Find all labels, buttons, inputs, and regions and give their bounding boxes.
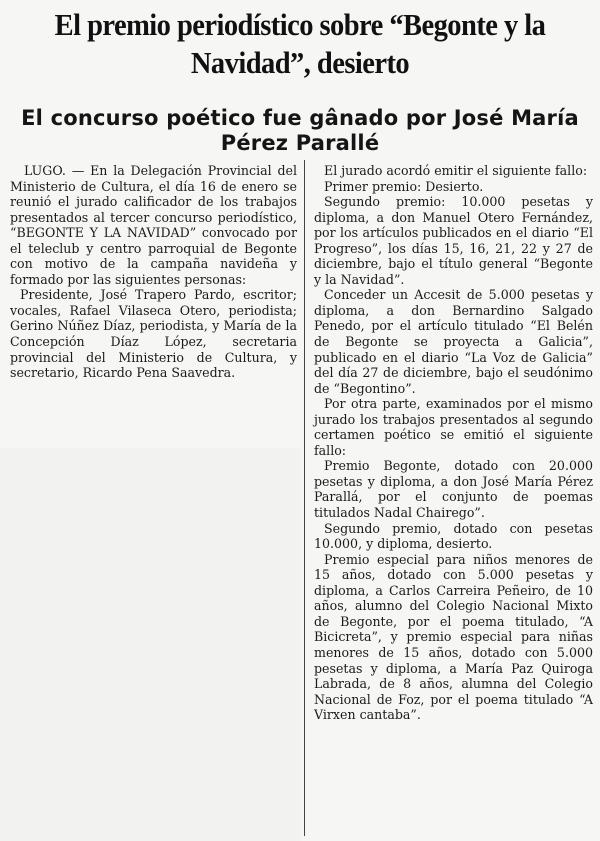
right-paragraph: Conceder un Accesit de 5.000 pesetas y diploma, a don Bernardino Salgado Penedo, por el artículo titulado “El Belén de Begonte se proyecta a Galicia”, publicado en el diario “La Voz de Galicia” del día 27 de diciembre, bajo el seudónimo de “Begontino”.: [314, 287, 593, 396]
article-subheadline: El concurso poético fue gânado por José María Pérez Parallé: [21, 106, 579, 155]
right-column: [314, 163, 593, 723]
article-headline: El premio periodístico sobre “Begonte y la Navidad”, desierto: [54, 7, 546, 80]
right-paragraph: Premio especial para niños menores de 15 años, dotado con 5.000 pesetas y diploma, a Carlos Carreira Peñeiro, de 10 años, alumno del Colegio Nacional Mixto de Begonte, por el poema titulado, “A Bicicreta”, y premio especial para niñas menores de 15 años, dotado con 5.000 pesetas y diploma, a María Paz Quiroga Labrada, de 8 años, alumna del Colegio Nacional de Foz, por el poema titulado “A Virxen cantaba”.: [314, 551, 593, 723]
left-column: [10, 163, 297, 381]
right-paragraph: Primer premio: Desierto.: [324, 178, 484, 194]
right-paragraph: Premio Begonte, dotado con 20.000 pesetas y diploma, a don José María Pérez Parallá, por el conjunto de poemas titulados Nadal Chairego”.: [314, 458, 593, 521]
right-paragraph: Segundo premio: 10.000 pesetas y diploma, a don Manuel Otero Fernández, por los artículos publicados en el diario “El Progreso”, los días 15, 16, 21, 22 y 27 de diciembre, bajo el título general “Begonte y la Navidad”.: [314, 194, 593, 287]
left-paragraph: LUGO. — En la Delegación Provincial del Ministerio de Cultura, el día 16 de enero se reunió el jurado calificador de los trabajos presentados al tercer concurso periodístico, “BEGONTE Y LA NAVIDAD” convocado por el teleclub y centro parroquial de Begonte con motivo de la campaña navideña y formado por las siguientes personas:: [10, 163, 297, 287]
left-paragraph: Presidente, José Trapero Pardo, escritor; vocales, Rafael Vilaseca Otero, periodista; Gerino Núñez Díaz, periodista, y María de la Concepción Díaz López, secretaria provincial del Ministerio de Cultura, y secretario, Ricardo Pena Saavedra.: [10, 287, 297, 381]
right-paragraph: Segundo premio, dotado con pesetas 10.000, y diploma, desierto.: [314, 520, 593, 552]
clipping-blank-area: [0, 448, 301, 841]
right-paragraph: Por otra parte, examinados por el mismo jurado los trabajos presentados al segundo certamen poético se emitió el siguiente fallo:: [314, 396, 593, 458]
column-divider: [304, 160, 305, 836]
right-paragraph: El jurado acordó emitir el siguiente fallo:: [324, 163, 588, 178]
